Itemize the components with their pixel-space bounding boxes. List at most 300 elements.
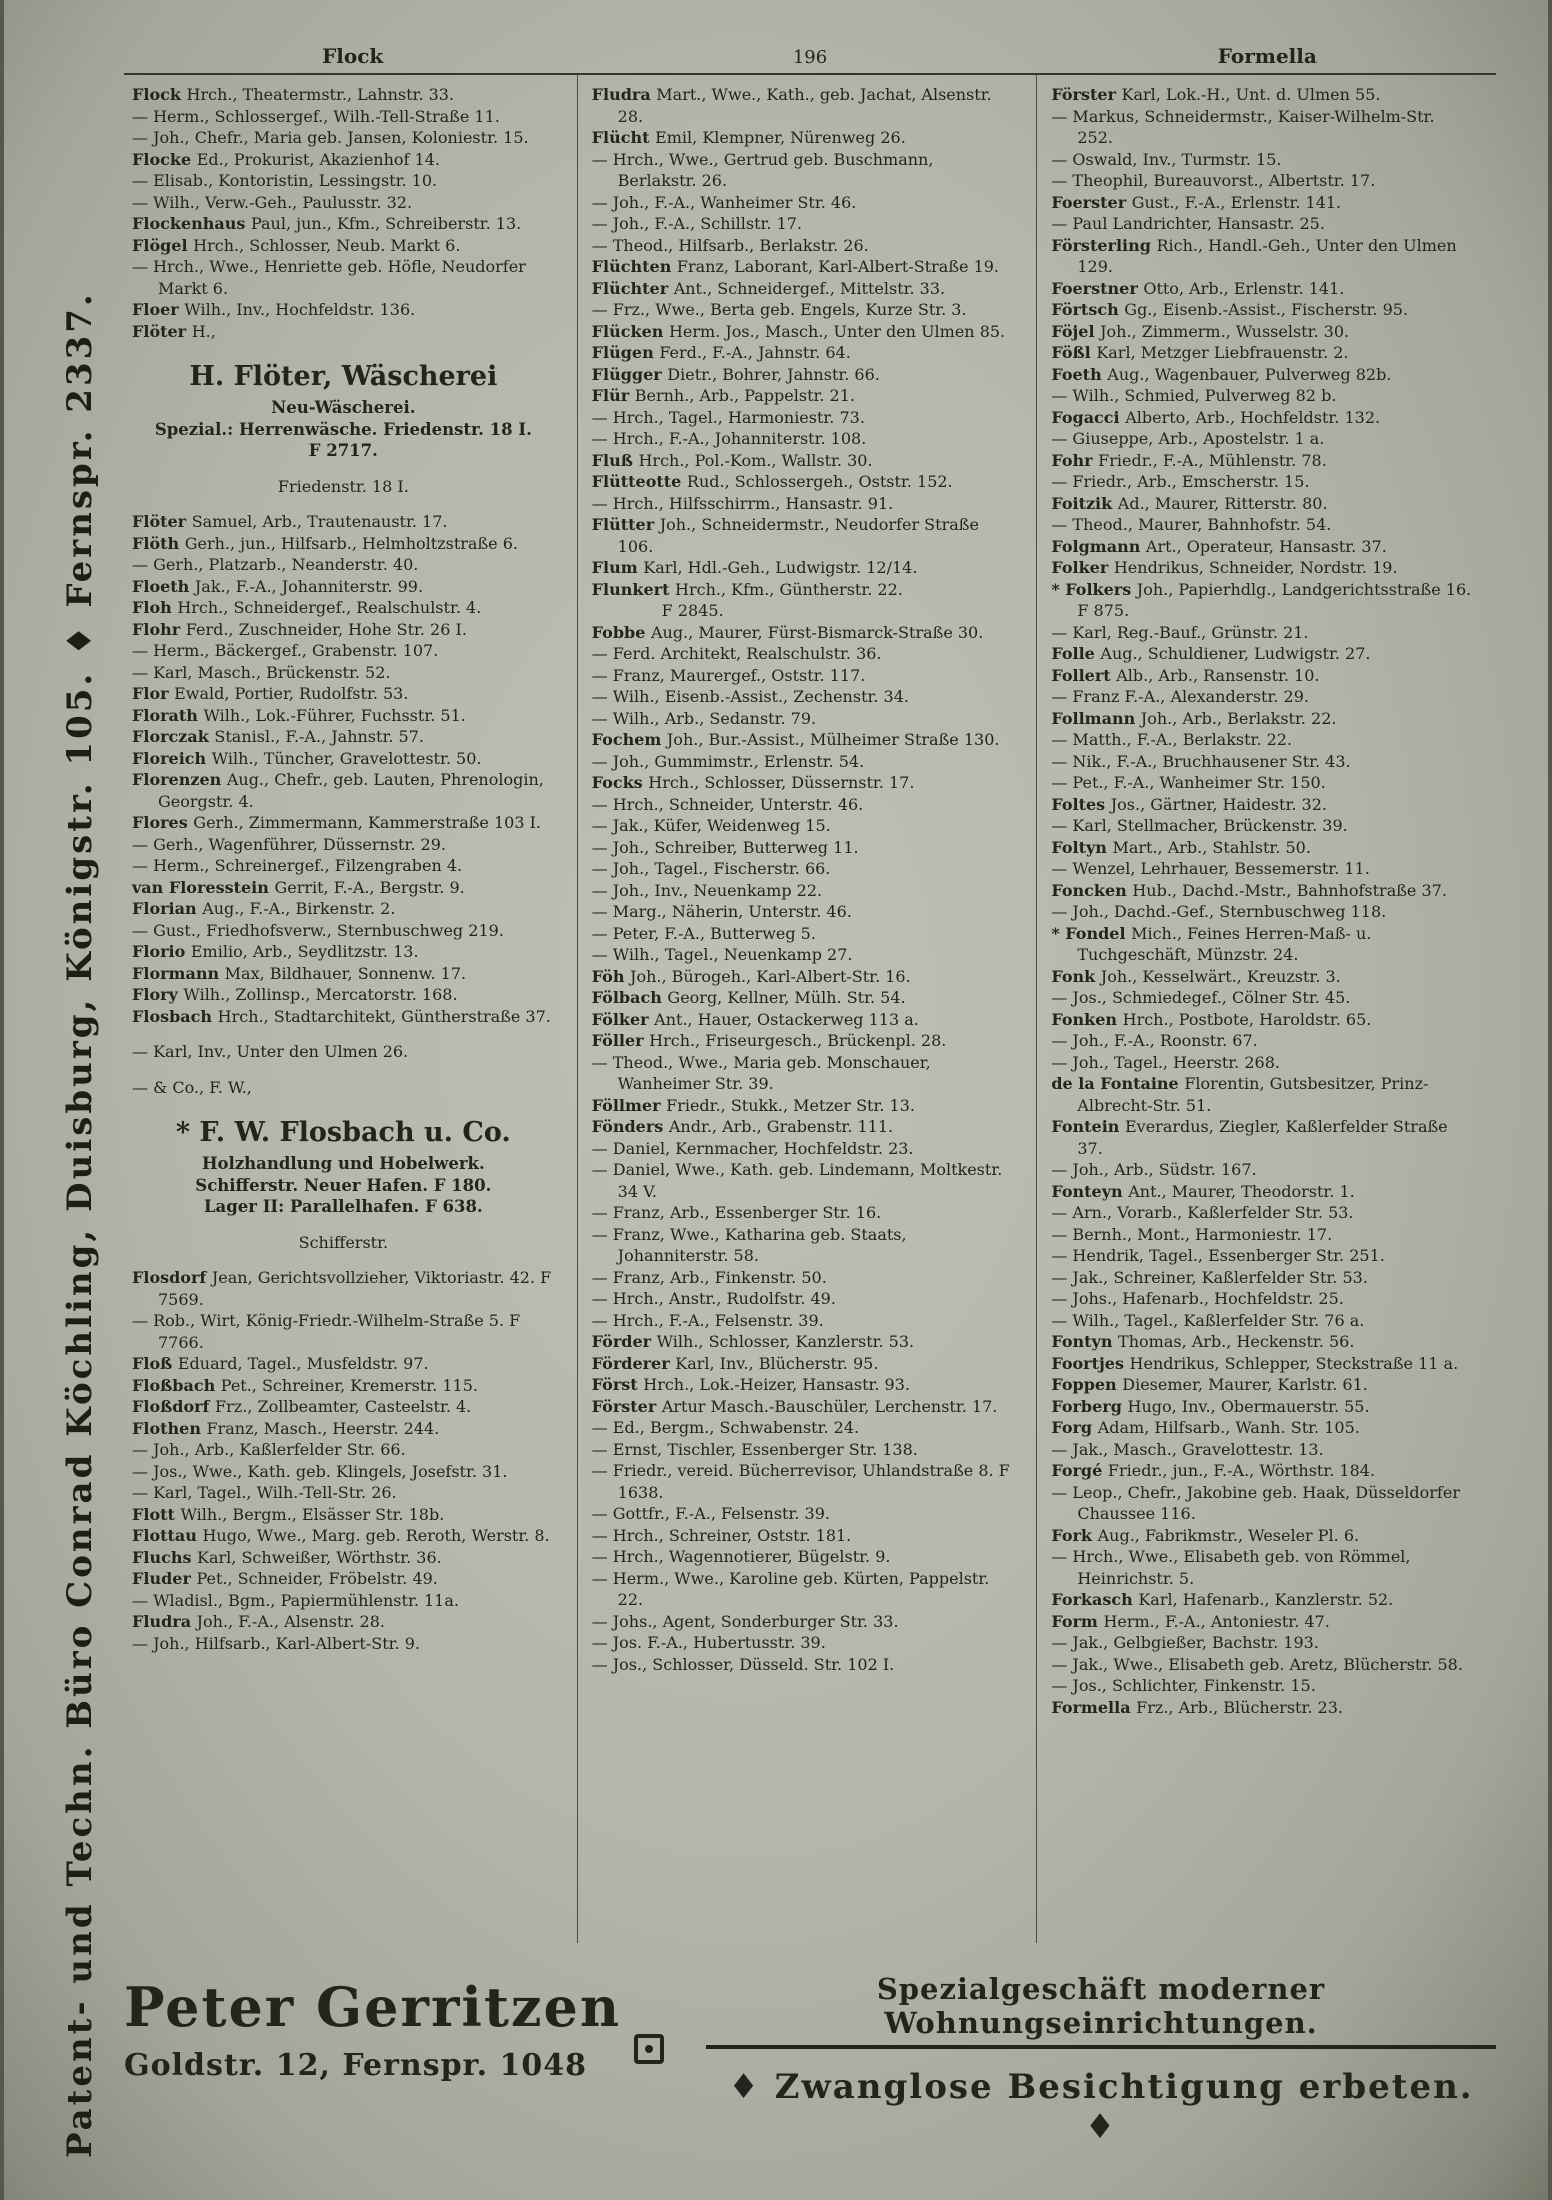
directory-entry: Flüchten Franz, Laborant, Karl-Albert-Straße 19.	[591, 257, 1000, 276]
directory-entry: Flothen Franz, Masch., Heerstr. 244.	[132, 1418, 440, 1438]
spacer	[132, 462, 555, 476]
inline-ad-line: Holzhandlung und Hobelwerk.	[201, 1154, 485, 1173]
entry-surname: Föjel	[1051, 321, 1101, 341]
directory-entry: — Wilh., Tagel., Neuenkamp 27.	[591, 945, 853, 964]
directory-entry: — Franz, Wwe., Katharina geb. Staats, Johanniterstr. 58.	[591, 1224, 907, 1265]
directory-entry: Flocke Ed., Prokurist, Akazienhof 14.	[132, 149, 440, 169]
entry-surname: Flosdorf	[132, 1268, 212, 1287]
directory-entry: Florio Emilio, Arb., Seydlitzstr. 13.	[132, 942, 419, 961]
directory-entry: — Ed., Bergm., Schwabenstr. 24.	[591, 1418, 860, 1437]
directory-entry: — Peter, F.-A., Butterweg 5.	[591, 923, 816, 943]
spacer	[132, 1098, 555, 1112]
entry-surname: * Folkers	[1051, 579, 1137, 599]
directory-entry: Föjel Joh., Zimmerm., Wusselstr. 30.	[1051, 321, 1350, 341]
directory-entry: — Joh., F.-A., Roonstr. 67.	[1051, 1031, 1258, 1050]
entry-surname: Floh	[132, 598, 178, 617]
directory-entry: — Karl, Inv., Unter den Ulmen 26.	[132, 1042, 409, 1061]
directory-entry: Foerstner Otto, Arb., Erlenstr. 141.	[1051, 278, 1345, 298]
entry-surname: Flock	[132, 85, 187, 104]
directory-entry: Flür Bernh., Arb., Pappelstr. 21.	[591, 386, 855, 405]
inline-ad-title: * F. W. Flosbach u. Co.	[175, 1117, 511, 1148]
directory-entry: * Folkers Joh., Papierhdlg., Landgerichtsstraße 16. F 875.	[1051, 579, 1472, 620]
directory-entry: — Hrch., Tagel., Harmoniestr. 73.	[591, 407, 865, 427]
directory-entry: — Pet., F.-A., Wanheimer Str. 150.	[1051, 773, 1326, 792]
directory-entry: Follmann Joh., Arb., Berlakstr. 22.	[1051, 708, 1337, 728]
directory-entry: Flohr Ferd., Zuschneider, Hohe Str. 26 I.	[132, 619, 467, 639]
inline-ad-line: Neu-Wäscherei.	[271, 398, 416, 417]
advertiser-address: Goldstr. 12, Fernspr. 1048	[124, 2048, 587, 2083]
directory-entry: — Oswald, Inv., Turmstr. 15.	[1051, 149, 1282, 169]
entry-surname: Flüchten	[591, 257, 677, 276]
directory-entry: — Marg., Näherin, Unterstr. 46.	[591, 902, 852, 921]
directory-entry: Forkasch Karl, Hafenarb., Kanzlerstr. 52.	[1051, 1590, 1394, 1609]
directory-entry: — Hrch., Schneider, Unterstr. 46.	[591, 794, 864, 814]
entry-surname: Fönders	[591, 1117, 669, 1136]
spacer	[132, 497, 555, 511]
entry-surname: Fluchs	[132, 1547, 198, 1567]
entry-surname: Florian	[132, 899, 203, 918]
entry-surname: Fontyn	[1051, 1332, 1119, 1351]
running-header	[124, 44, 1496, 75]
directory-entry: Förster Artur Masch.-Bauschüler, Lerchenstr. 17.	[591, 1396, 998, 1416]
ad-headline: Spezialgeschäft moderner Wohnungseinrichtungen.	[706, 1972, 1496, 2049]
directory-entry: — Gerh., Platzarb., Neanderstr. 40.	[132, 555, 419, 574]
entry-surname: Flohr	[132, 619, 186, 639]
entry-surname: Fonteyn	[1051, 1181, 1129, 1201]
entry-surname: Först	[591, 1375, 644, 1394]
directory-entry: Flockenhaus Paul, jun., Kfm., Schreiberstr. 13.	[132, 214, 522, 233]
entry-surname: Floreich	[132, 748, 212, 768]
directory-entry: — Joh., F.-A., Wanheimer Str. 46.	[591, 192, 857, 212]
inline-ad-line: Spezial.: Herrenwäsche. Friedenstr. 18 I.	[154, 419, 532, 439]
directory-entry: — Paul Landrichter, Hansastr. 25.	[1051, 214, 1325, 233]
page-number: 196	[792, 47, 828, 68]
entry-surname: Flögel	[132, 235, 194, 255]
entry-surname: Förderer	[591, 1353, 676, 1373]
directory-entry: Fohr Friedr., F.-A., Mühlenstr. 78.	[1051, 450, 1327, 470]
directory-entry: Flügger Dietr., Bohrer, Jahnstr. 66.	[591, 364, 880, 384]
directory-entry: — Jak., Küfer, Weidenweg 15.	[591, 816, 831, 835]
directory-entry: — Wenzel, Lehrhauer, Bessemerstr. 11.	[1051, 859, 1370, 878]
directory-entry: Flott Wilh., Bergm., Elsässer Str. 18b.	[132, 1504, 445, 1524]
directory-entry: — Friedr., Arb., Emscherstr. 15.	[1051, 472, 1310, 491]
directory-entry: Flory Wilh., Zollinsp., Mercatorstr. 168.	[132, 985, 458, 1004]
directory-entry: — Theod., Wwe., Maria geb. Monschauer, Wanheimer Str. 39.	[591, 1052, 931, 1093]
directory-entry: Florath Wilh., Lok.-Führer, Fuchsstr. 51.	[132, 705, 466, 725]
entry-surname: Foltyn	[1051, 837, 1113, 857]
directory-entry: Foitzik Ad., Maurer, Ritterstr. 80.	[1051, 493, 1328, 513]
entry-surname: Fontein	[1051, 1117, 1125, 1136]
directory-entry: Forg Adam, Hilfsarb., Wanh. Str. 105.	[1051, 1418, 1360, 1437]
directory-entry: Förtsch Gg., Eisenb.-Assist., Fischerstr. 95.	[1051, 300, 1409, 319]
entry-surname: Foortjes	[1051, 1353, 1130, 1373]
entry-surname: Flöth	[132, 533, 185, 553]
directory-entry: — Frz., Wwe., Berta geb. Engels, Kurze Str. 3.	[591, 300, 967, 319]
entry-surname: Form	[1051, 1611, 1104, 1631]
entry-surname: Försterling	[1051, 235, 1157, 255]
entry-surname: Flory	[132, 985, 184, 1004]
directory-entry: — Wilh., Tagel., Kaßlerfelder Str. 76 a.	[1051, 1310, 1365, 1330]
directory-entry: Form Herm., F.-A., Antoniestr. 47.	[1051, 1611, 1330, 1631]
entry-surname: van Floresstein	[132, 877, 275, 897]
directory-entry: — Franz, Arb., Essenberger Str. 16.	[591, 1203, 882, 1222]
directory-columns	[124, 75, 1496, 1943]
directory-entry: * Fondel Mich., Feines Herren-Maß- u. Tuchgeschäft, Münzstr. 24.	[1051, 923, 1372, 964]
entry-surname: Follmann	[1051, 708, 1141, 728]
directory-entry: Föh Joh., Bürogeh., Karl-Albert-Str. 16.	[591, 966, 911, 986]
directory-entry: Foeth Aug., Wagenbauer, Pulverweg 82b.	[1051, 364, 1392, 384]
directory-entry: — Hrch., Wwe., Elisabeth geb. von Römmel, Heinrichstr. 5.	[1051, 1547, 1411, 1588]
entry-surname: Foppen	[1051, 1375, 1123, 1394]
entry-surname: Flor	[132, 684, 175, 703]
directory-entry: — Wilh., Eisenb.-Assist., Zechenstr. 34.	[591, 687, 909, 706]
directory-entry: — Joh., Gummimstr., Erlenstr. 54.	[591, 751, 865, 771]
entry-surname: Föllmer	[591, 1095, 667, 1115]
directory-entry: Flock Hrch., Theatermstr., Lahnstr. 33.	[132, 85, 455, 104]
entry-surname: Förtsch	[1051, 300, 1125, 319]
entry-surname: Foerstner	[1051, 278, 1144, 298]
directory-entry: — Hrch., Wwe., Gertrud geb. Buschmann, Berlakstr. 26.	[591, 149, 934, 190]
directory-entry: Friedenstr. 18 I.	[277, 476, 409, 496]
directory-entry: — Hendrik, Tagel., Essenberger Str. 251.	[1051, 1246, 1385, 1265]
directory-entry: Fluchs Karl, Schweißer, Wörthstr. 36.	[132, 1547, 442, 1567]
directory-entry: — Johs., Agent, Sonderburger Str. 33.	[591, 1611, 899, 1631]
directory-entry: — Theophil, Bureauvorst., Albertstr. 17.	[1051, 171, 1376, 190]
entry-surname: Fölbach	[591, 988, 668, 1007]
directory-entry: Fonteyn Ant., Maurer, Theodorstr. 1.	[1051, 1181, 1355, 1201]
directory-entry: — Joh., Tagel., Fischerstr. 66.	[591, 859, 831, 878]
directory-entry: — Karl, Masch., Brückenstr. 52.	[132, 662, 391, 682]
directory-entry: — Franz, Arb., Finkenstr. 50.	[591, 1267, 827, 1287]
entry-surname: Flott	[132, 1504, 181, 1524]
directory-entry: Floßdorf Frz., Zollbeamter, Casteelstr. 4.	[132, 1397, 472, 1416]
directory-entry: Flüchter Ant., Schneidergef., Mittelstr. 33.	[591, 278, 946, 298]
directory-entry: Foncken Hub., Dachd.-Mstr., Bahnhofstraße 37.	[1051, 880, 1447, 900]
directory-entry: — Matth., F.-A., Berlakstr. 22.	[1051, 730, 1293, 749]
directory-entry: Flütter Joh., Schneidermstr., Neudorfer Straße 106.	[591, 515, 979, 556]
directory-entry: Floß Eduard, Tagel., Musfeldstr. 97.	[132, 1354, 429, 1373]
directory-entry: Focks Hrch., Schlosser, Düssernstr. 17.	[591, 773, 915, 792]
entry-surname: Fonk	[1051, 966, 1101, 986]
directory-entry: — & Co., F. W.,	[132, 1077, 252, 1097]
entry-surname: Förster	[591, 1396, 662, 1416]
directory-entry: Flütteotte Rud., Schlossergeh., Oststr. 152.	[591, 472, 953, 491]
advertiser-name: Peter Gerritzen	[124, 1975, 622, 2039]
entry-surname: Florenzen	[132, 770, 227, 789]
entry-surname: Folgmann	[1051, 536, 1146, 556]
directory-entry: — Jak., Wwe., Elisabeth geb. Aretz, Blücherstr. 58.	[1051, 1654, 1463, 1674]
directory-entry: — Daniel, Wwe., Kath. geb. Lindemann, Moltkestr. 34 V.	[591, 1160, 1003, 1201]
directory-entry: — Jak., Schreiner, Kaßlerfelder Str. 53.	[1051, 1267, 1368, 1287]
directory-entry: — Hrch., Wagennotierer, Bügelstr. 9.	[591, 1547, 891, 1566]
directory-entry: Floeth Jak., F.-A., Johanniterstr. 99.	[132, 576, 424, 596]
entry-surname: Flügen	[591, 343, 660, 362]
column-1	[124, 75, 577, 1943]
directory-entry: — Jos., Schlosser, Düsseld. Str. 102 I.	[591, 1654, 895, 1674]
directory-entry: Flöter H.,	[132, 321, 216, 341]
entry-surname: Focks	[591, 773, 649, 792]
entry-surname: Folle	[1051, 644, 1101, 663]
directory-entry: Follert Alb., Arb., Ransenstr. 10.	[1051, 665, 1320, 685]
entry-surname: Floeth	[132, 576, 195, 596]
inline-ad-line: Lager II: Parallelhafen. F 638.	[203, 1197, 483, 1216]
entry-surname: Fohr	[1051, 450, 1099, 470]
entry-surname: Forg	[1051, 1418, 1098, 1437]
directory-entry: — Nik., F.-A., Bruchhausener Str. 43.	[1051, 751, 1351, 771]
spacer	[132, 1218, 555, 1232]
directory-entry: Fludra Mart., Wwe., Kath., geb. Jachat, Alsenstr. 28.	[591, 85, 992, 126]
entry-surname: Forkasch	[1051, 1590, 1139, 1609]
entry-surname: Flormann	[132, 963, 225, 983]
entry-surname: Flöter	[132, 321, 192, 341]
directory-entry: Flormann Max, Bildhauer, Sonnenw. 17.	[132, 963, 467, 983]
entry-surname: Follert	[1051, 665, 1117, 685]
directory-entry: Fönders Andr., Arb., Grabenstr. 111.	[591, 1117, 894, 1136]
entry-surname: Flügger	[591, 364, 668, 384]
entry-surname: Fluß	[591, 450, 639, 470]
directory-content	[124, 44, 1496, 1943]
directory-entry: — Hrch., Hilfsschirrm., Hansastr. 91.	[591, 493, 894, 513]
directory-entry: — Joh., F.-A., Schillstr. 17.	[591, 214, 803, 233]
ad-tagline: ♦ Zwanglose Besichtigung erbeten. ♦	[728, 2067, 1474, 2147]
directory-entry: Flum Karl, Hdl.-Geh., Ludwigstr. 12/14.	[591, 558, 918, 577]
directory-entry: van Floresstein Gerrit, F.-A., Bergstr. 9.	[132, 877, 465, 897]
entry-surname: Fork	[1051, 1525, 1098, 1545]
directory-entry: Flöth Gerh., jun., Hilfsarb., Helmholtzstraße 6.	[132, 533, 518, 553]
directory-entry: — Joh., Inv., Neuenkamp 22.	[591, 880, 823, 900]
directory-entry: Folker Hendrikus, Schneider, Nordstr. 19.	[1051, 558, 1398, 577]
spacer	[132, 1063, 555, 1077]
directory-entry: Förster Karl, Lok.-H., Unt. d. Ulmen 55.	[1051, 85, 1381, 104]
directory-entry: — Herm., Bäckergef., Grabenstr. 107.	[132, 641, 439, 660]
entry-surname: Flücht	[591, 128, 656, 147]
directory-entry: Flores Gerh., Zimmermann, Kammerstraße 103 I.	[132, 813, 541, 832]
directory-entry: de la Fontaine Florentin, Gutsbesitzer, Prinz-Albrecht-Str. 51.	[1051, 1074, 1429, 1115]
directory-entry: Folgmann Art., Operateur, Hansastr. 37.	[1051, 536, 1387, 556]
inline-ad-line: F 2717.	[308, 441, 378, 460]
directory-entry: Fonken Hrch., Postbote, Haroldstr. 65.	[1051, 1009, 1372, 1029]
directory-entry: Fölker Ant., Hauer, Ostackerweg 113 a.	[591, 1009, 919, 1029]
directory-entry: Flosdorf Jean, Gerichtsvollzieher, Viktoriastr. 42. F 7569.	[132, 1268, 552, 1309]
entry-surname: Flockenhaus	[132, 214, 251, 233]
directory-entry: — Wilh., Schmied, Pulverweg 82 b.	[1051, 386, 1337, 405]
directory-entry: — Joh., Dachd.-Gef., Sternbuschweg 118.	[1051, 902, 1387, 921]
ornament-icon	[634, 2034, 664, 2064]
entry-surname: Flum	[591, 558, 644, 577]
entry-surname: Flütteotte	[591, 472, 687, 491]
directory-entry: Fobbe Aug., Maurer, Fürst-Bismarck-Straße 30.	[591, 622, 984, 642]
column-2	[577, 75, 1037, 1943]
directory-entry: Floreich Wilh., Tüncher, Gravelottestr. 50.	[132, 748, 482, 768]
directory-entry: — Jak., Gelbgießer, Bachstr. 193.	[1051, 1633, 1319, 1652]
directory-entry: — Karl, Reg.-Bauf., Grünstr. 21.	[1051, 622, 1309, 642]
entry-surname: Foncken	[1051, 880, 1133, 900]
entry-surname: Formella	[1051, 1697, 1137, 1717]
directory-entry: — Joh., Hilfsarb., Karl-Albert-Str. 9.	[132, 1633, 420, 1653]
directory-entry: — Gust., Friedhofsverw., Sternbuschweg 219.	[132, 920, 504, 940]
directory-entry: Föllmer Friedr., Stukk., Metzer Str. 13.	[591, 1095, 915, 1115]
directory-entry: — Rob., Wirt, König-Friedr.-Wilhelm-Straße 5. F 7766.	[132, 1311, 521, 1352]
entry-surname: Förder	[591, 1332, 657, 1351]
scanned-directory-page	[4, 0, 1548, 2200]
directory-entry: — Herm., Schlossergef., Wilh.-Tell-Straße 11.	[132, 106, 500, 126]
entry-surname: Flosbach	[132, 1006, 218, 1026]
entry-surname: Foerster	[1051, 192, 1132, 212]
directory-entry: — Herm., Wwe., Karoline geb. Kürten, Pappelstr. 22.	[591, 1568, 990, 1609]
entry-surname: Flunkert	[591, 579, 676, 599]
footer-ad-right	[664, 1968, 1496, 2147]
footer-ads	[124, 1968, 1496, 2147]
entry-surname: Fluder	[132, 1569, 197, 1588]
directory-entry: — Giuseppe, Arb., Apostelstr. 1 a.	[1051, 429, 1325, 448]
directory-entry: — Hrch., F.-A., Johanniterstr. 108.	[591, 429, 867, 448]
spacer	[132, 1253, 555, 1267]
directory-entry: Schifferstr.	[298, 1232, 389, 1252]
entry-surname: Floß	[132, 1354, 178, 1373]
directory-entry: — Herm., Schreinergef., Filzengraben 4.	[132, 856, 463, 875]
directory-entry: — Jak., Masch., Gravelottestr. 13.	[1051, 1439, 1324, 1459]
inline-ad-title: H. Flöter, Wäscherei	[189, 361, 498, 392]
directory-entry: — Ernst, Tischler, Essenberger Str. 138.	[591, 1439, 918, 1459]
directory-entry: — Franz F.-A., Alexanderstr. 29.	[1051, 687, 1309, 706]
entry-surname: Florczak	[132, 727, 215, 746]
directory-entry: — Bernh., Mont., Harmoniestr. 17.	[1051, 1224, 1333, 1244]
directory-entry: — Hrch., Wwe., Henriette geb. Höfle, Neudorfer Markt 6.	[132, 257, 526, 298]
entry-surname: Flücken	[591, 321, 669, 341]
directory-entry: — Jos., Wwe., Kath. geb. Klingels, Josefstr. 31.	[132, 1461, 508, 1481]
directory-entry: Fonk Joh., Kesselwärt., Kreuzstr. 3.	[1051, 966, 1341, 986]
entry-surname: Floßdorf	[132, 1397, 216, 1416]
entry-surname: Floßbach	[132, 1375, 221, 1395]
entry-surname: Fogacci	[1051, 407, 1126, 427]
directory-entry: — Jos., Schlichter, Finkenstr. 15.	[1051, 1676, 1316, 1695]
entry-surname: Fludra	[591, 85, 657, 104]
directory-entry: Foltyn Mart., Arb., Stahlstr. 50.	[1051, 837, 1311, 857]
directory-entry: — Joh., Arb., Südstr. 167.	[1051, 1160, 1257, 1179]
directory-entry: Flögel Hrch., Schlosser, Neub. Markt 6.	[132, 235, 461, 255]
footer-ad-left	[124, 1968, 634, 2138]
directory-entry: — Karl, Tagel., Wilh.-Tell-Str. 26.	[132, 1483, 397, 1502]
directory-entry: Flottau Hugo, Wwe., Marg. geb. Reroth, Werstr. 8.	[132, 1526, 550, 1545]
entry-surname: Föller	[591, 1031, 650, 1050]
entry-surname: Fölker	[591, 1009, 655, 1029]
directory-entry: — Wilh., Verw.-Geh., Paulusstr. 32.	[132, 192, 413, 212]
directory-entry: — Franz, Maurergef., Oststr. 117.	[591, 665, 866, 685]
directory-entry: Fork Aug., Fabrikmstr., Weseler Pl. 6.	[1051, 1525, 1360, 1545]
entry-surname: Florio	[132, 942, 191, 961]
directory-entry: — Jos., Schmiedegef., Cölner Str. 45.	[1051, 988, 1351, 1007]
directory-entry: Flor Ewald, Portier, Rudolfstr. 53.	[132, 684, 409, 703]
inline-ad-line: Schifferstr. Neuer Hafen. F 180.	[195, 1175, 492, 1195]
spacer	[132, 342, 555, 356]
directory-entry: — Leop., Chefr., Jakobine geb. Haak, Düsseldorfer Chaussee 116.	[1051, 1482, 1460, 1523]
directory-entry: — Wladisl., Bgm., Papiermühlenstr. 11a.	[132, 1590, 459, 1610]
entry-surname: Flüchter	[591, 278, 674, 298]
directory-entry: — Joh., Chefr., Maria geb. Jansen, Koloniestr. 15.	[132, 128, 529, 147]
directory-entry: Flunkert Hrch., Kfm., Güntherstr. 22.	[591, 579, 903, 599]
directory-entry: — Ferd. Architekt, Realschulstr. 36.	[591, 644, 882, 663]
directory-entry: Föller Hrch., Friseurgesch., Brückenpl. 28.	[591, 1031, 947, 1050]
directory-entry: Floh Hrch., Schneidergef., Realschulstr. 4.	[132, 598, 482, 617]
directory-entry: Fontyn Thomas, Arb., Heckenstr. 56.	[1051, 1332, 1355, 1351]
directory-entry: Förderer Karl, Inv., Blücherstr. 95.	[591, 1353, 879, 1373]
directory-entry: — Johs., Hafenarb., Hochfeldstr. 25.	[1051, 1289, 1344, 1308]
directory-entry: Fogacci Alberto, Arb., Hochfeldstr. 132.	[1051, 407, 1381, 427]
directory-entry: Först Hrch., Lok.-Heizer, Hansastr. 93.	[591, 1375, 910, 1394]
directory-entry: — Gerh., Wagenführer, Düssernstr. 29.	[132, 834, 446, 854]
entry-surname: Flocke	[132, 149, 197, 169]
directory-entry: — Theod., Hilfsarb., Berlakstr. 26.	[591, 235, 869, 255]
directory-entry: — Friedr., vereid. Bücherrevisor, Uhlandstraße 8. F 1638.	[591, 1461, 1010, 1502]
directory-entry: Flöter Samuel, Arb., Trautenaustr. 17.	[132, 512, 448, 531]
entry-surname: Fludra	[132, 1612, 197, 1631]
directory-entry: Flücken Herm. Jos., Masch., Unter den Ulmen 85.	[591, 321, 1006, 341]
directory-entry: — Wilh., Arb., Sedanstr. 79.	[591, 708, 817, 728]
directory-entry: Florenzen Aug., Chefr., geb. Lauten, Phrenologin, Georgstr. 4.	[132, 770, 544, 811]
directory-entry: — Joh., Schreiber, Butterweg 11.	[591, 837, 859, 857]
entry-surname: Foeth	[1051, 364, 1108, 384]
column-3	[1036, 75, 1496, 1943]
header-left-keyword: Flock	[322, 44, 384, 68]
entry-surname: Forgé	[1051, 1461, 1108, 1480]
directory-entry: — Markus, Schneidermstr., Kaiser-Wilhelm-Str. 252.	[1051, 106, 1435, 147]
entry-surname: de la Fontaine	[1051, 1074, 1185, 1093]
directory-entry: — Daniel, Kernmacher, Hochfeldstr. 23.	[591, 1138, 914, 1158]
entry-surname: Förster	[1051, 85, 1122, 104]
directory-entry: Floer Wilh., Inv., Hochfeldstr. 136.	[132, 300, 416, 319]
directory-entry: — Joh., Tagel., Heerstr. 268.	[1051, 1052, 1280, 1072]
directory-entry: Fluder Pet., Schneider, Fröbelstr. 49.	[132, 1569, 438, 1588]
entry-surname: Flothen	[132, 1418, 207, 1438]
directory-entry: Flücht Emil, Klempner, Nürenweg 26.	[591, 128, 906, 147]
directory-entry: Fochem Joh., Bur.-Assist., Mülheimer Straße 130.	[591, 730, 1000, 749]
directory-entry: — Arn., Vorarb., Kaßlerfelder Str. 53.	[1051, 1203, 1354, 1222]
entry-surname: Flöter	[132, 512, 192, 531]
directory-entry: Forgé Friedr., jun., F.-A., Wörthstr. 184.	[1051, 1461, 1376, 1480]
entry-surname: Föh	[591, 966, 631, 986]
entry-surname: Fochem	[591, 730, 667, 749]
directory-entry: Förder Wilh., Schlosser, Kanzlerstr. 53.	[591, 1332, 915, 1351]
spacer	[132, 1027, 555, 1041]
directory-entry: Floßbach Pet., Schreiner, Kremerstr. 115.	[132, 1375, 478, 1395]
entry-surname: Florath	[132, 705, 204, 725]
directory-entry: Fölbach Georg, Kellner, Mülh. Str. 54.	[591, 988, 906, 1007]
directory-entry: Fößl Karl, Metzger Liebfrauenstr. 2.	[1051, 343, 1349, 362]
directory-entry: — Hrch., Schreiner, Oststr. 181.	[591, 1525, 852, 1545]
directory-entry: Foortjes Hendrikus, Schlepper, Steckstraße 11 a.	[1051, 1353, 1459, 1373]
directory-entry: Folle Aug., Schuldiener, Ludwigstr. 27.	[1051, 644, 1371, 663]
directory-entry: F 2845.	[661, 601, 724, 620]
entry-surname: Flütter	[591, 515, 660, 534]
directory-entry: Foerster Gust., F.-A., Erlenstr. 141.	[1051, 192, 1342, 212]
header-right-keyword: Formella	[1217, 44, 1317, 68]
directory-entry: Fludra Joh., F.-A., Alsenstr. 28.	[132, 1612, 385, 1631]
entry-surname: Flottau	[132, 1526, 203, 1545]
directory-entry: — Hrch., F.-A., Felsenstr. 39.	[591, 1310, 824, 1330]
directory-entry: Fontein Everardus, Ziegler, Kaßlerfelder Straße 37.	[1051, 1117, 1448, 1158]
entry-surname: * Fondel	[1051, 923, 1132, 943]
directory-entry: — Jos. F.-A., Hubertusstr. 39.	[591, 1633, 826, 1652]
directory-entry: — Hrch., Anstr., Rudolfstr. 49.	[591, 1289, 836, 1308]
directory-entry: Fluß Hrch., Pol.-Kom., Wallstr. 30.	[591, 450, 873, 470]
entry-surname: Fobbe	[591, 622, 651, 642]
directory-entry: Flosbach Hrch., Stadtarchitekt, Güntherstraße 37.	[132, 1006, 551, 1026]
entry-surname: Floer	[132, 300, 185, 319]
directory-entry: Forberg Hugo, Inv., Obermauerstr. 55.	[1051, 1396, 1370, 1416]
directory-entry: — Elisab., Kontoristin, Lessingstr. 10.	[132, 171, 438, 190]
directory-entry: — Karl, Stellmacher, Brückenstr. 39.	[1051, 816, 1348, 835]
entry-surname: Foltes	[1051, 794, 1111, 814]
